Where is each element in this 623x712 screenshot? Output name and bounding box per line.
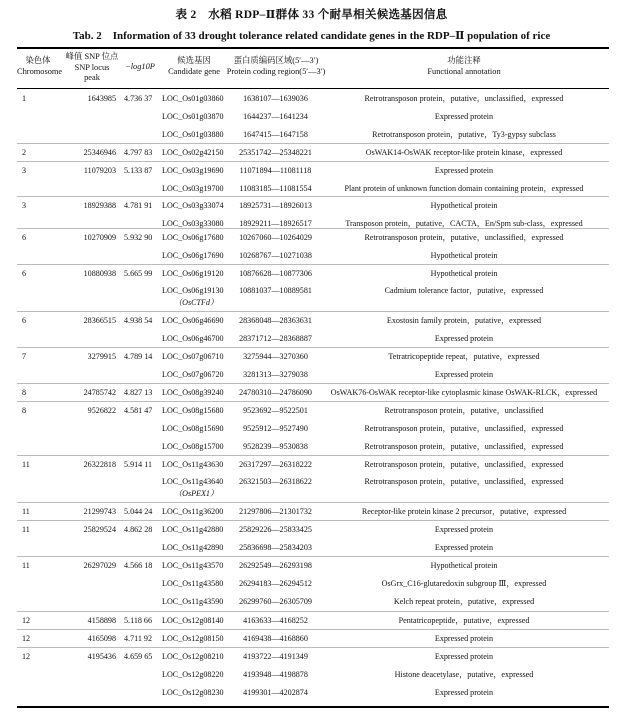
coding-region-cell: 3281313—3279038 [243, 370, 308, 379]
coding-region-cell: 4193722—4191349 [243, 652, 308, 661]
annotation-cell: Hypothetical protein [430, 251, 498, 260]
chromosome-cell: 11 [22, 561, 30, 570]
group-separator [17, 401, 609, 402]
annotation-cell: Expressed protein [434, 112, 494, 121]
table-title-chinese: 表 2 水稻 RDP–Ⅱ群体 33 个耐旱相关候选基因信息 [175, 9, 448, 21]
chromosome-cell: 8 [22, 406, 27, 415]
candidate-gene-cell: LOC_Os02g42150 [162, 148, 224, 157]
logp-cell: 4.781 91 [124, 201, 153, 210]
annotation-cell: Retrotransposon protein，putative，unclassified，expressed [364, 442, 564, 451]
coding-region-cell: 26317297—26318222 [239, 460, 312, 469]
group-separator [17, 629, 609, 630]
annotation-cell: Hypothetical protein [430, 201, 498, 210]
candidate-gene-cell: LOC_Os07g06720 [162, 370, 224, 379]
chromosome-cell: 12 [22, 652, 31, 661]
logp-cell: 4.797 83 [124, 148, 153, 157]
coding-region-cell: 18929211—18926517 [239, 219, 312, 228]
candidate-gene-cell: LOC_Os12g08220 [162, 670, 224, 679]
bottom-rule [17, 706, 609, 708]
candidate-gene-cell: LOC_Os03g19690 [162, 166, 224, 175]
snp-locus-cell: 4195436 [87, 652, 116, 661]
logp-cell: 5.044 24 [124, 507, 153, 516]
candidate-gene-cell: LOC_Os03g19700 [162, 184, 224, 193]
candidate-gene-cell: LOC_Os01g03880 [162, 130, 224, 139]
coding-region-cell: 10881037—10889581 [239, 286, 312, 295]
chromosome-cell: 7 [22, 352, 27, 361]
candidate-gene-cell: LOC_Os12g08230 [162, 688, 224, 697]
header-logp: −log10P [125, 62, 155, 71]
snp-locus-cell: 3279915 [87, 352, 116, 361]
candidate-gene-cell: LOC_Os06g46700 [162, 334, 224, 343]
chromosome-cell: 6 [22, 316, 27, 325]
coding-region-cell: 26299760—26305709 [239, 597, 312, 606]
chromosome-cell: 12 [22, 634, 31, 643]
chromosome-cell: 2 [22, 148, 27, 157]
candidate-gene-cell: LOC_Os01g03870 [162, 112, 224, 121]
annotation-cell: Retrotransposon protein，putative，unclassified [384, 406, 544, 415]
candidate-gene-cell: LOC_Os12g08210 [162, 652, 224, 661]
candidate-gene-cell: LOC_Os12g08150 [162, 634, 224, 643]
snp-locus-cell: 18929388 [83, 201, 116, 210]
candidate-gene-cell: LOC_Os06g19120 [162, 269, 224, 278]
logp-cell: 4.711 92 [124, 634, 153, 643]
annotation-cell: Expressed protein [434, 525, 494, 534]
annotation-cell: Retrotransposon protein，putative，Ty3-gypsy subclass [372, 130, 556, 139]
candidate-gene-cell: LOC_Os11g43570 [162, 561, 224, 570]
logp-cell: 4.938 54 [124, 316, 153, 325]
chromosome-cell: 3 [22, 166, 27, 175]
snp-locus-cell: 25346946 [83, 148, 116, 157]
coding-region-cell: 10267060—10264029 [239, 233, 312, 242]
coding-region-cell: 4199301—4202874 [243, 688, 308, 697]
snp-locus-cell: 26322818 [83, 460, 116, 469]
chromosome-cell: 12 [22, 616, 31, 625]
annotation-cell: Retrotransposon protein，putative，unclassified，expressed [364, 477, 564, 486]
group-separator [17, 311, 609, 312]
coding-region-cell: 24780310—24786090 [239, 388, 312, 397]
candidate-gene-cell: LOC_Os11g42890 [162, 543, 224, 552]
logp-cell: 5.665 99 [124, 269, 153, 278]
annotation-cell: Retrotransposon protein，putative，unclassified，expressed [364, 233, 564, 242]
candidate-gene-cell: LOC_Os08g15680 [162, 406, 224, 415]
header-rule [17, 88, 609, 89]
annotation-cell: Cadmium tolerance factor，putative，expressed [384, 286, 544, 295]
annotation-cell: Expressed protein [434, 652, 494, 661]
coding-region-cell: 10268767—10271038 [239, 251, 312, 260]
annotation-cell: Hypothetical protein [430, 269, 498, 278]
candidate-gene-cell: LOC_Os08g15700 [162, 442, 224, 451]
coding-region-cell: 21297806—21301732 [239, 507, 312, 516]
snp-locus-cell: 25829524 [83, 525, 116, 534]
coding-region-cell: 18925731—18926013 [239, 201, 312, 210]
snp-locus-cell: 1643985 [87, 94, 116, 103]
candidate-gene-cell: LOC_Os03g33080 [162, 219, 224, 228]
coding-region-cell: 4169438—4168860 [243, 634, 308, 643]
candidate-gene-cell: LOC_Os11g43630 [162, 460, 224, 469]
coding-region-cell: 25829226—25833425 [239, 525, 312, 534]
chromosome-cell: 6 [22, 233, 27, 242]
annotation-cell: Pentatricopeptide，putative，expressed [398, 616, 530, 625]
coding-region-cell: 25351742—25348221 [239, 148, 312, 157]
annotation-cell: OsWAK14-OsWAK receptor-like protein kinase，expressed [365, 148, 563, 157]
header-chromosome: 染色体 Chromosome [17, 56, 63, 76]
candidate-gene-cell: LOC_Os11g43580 [162, 579, 224, 588]
coding-region-cell: 25836698—25834203 [239, 543, 312, 552]
snp-locus-cell: 10880938 [83, 269, 116, 278]
candidate-gene-cell: LOC_Os08g39240 [162, 388, 224, 397]
coding-region-cell: 9523692—9522501 [243, 406, 308, 415]
chromosome-cell: 11 [22, 460, 30, 469]
annotation-cell: Transposon protein，putative，CACTA，En/Spm sub-class，expressed [345, 219, 583, 228]
logp-cell: 4.659 65 [124, 652, 153, 661]
group-separator [17, 502, 609, 503]
coding-region-cell: 9528239—9530838 [243, 442, 308, 451]
snp-locus-cell: 26297029 [83, 561, 116, 570]
snp-locus-cell: 4165098 [87, 634, 116, 643]
group-separator [17, 383, 609, 384]
coding-region-cell: 26294183—26294512 [239, 579, 312, 588]
group-separator [17, 647, 609, 648]
annotation-cell: Expressed protein [434, 543, 494, 552]
candidate-gene-cell: LOC_Os11g42880 [162, 525, 224, 534]
annotation-cell: Retrotransposon protein，putative，unclassified，expressed [364, 460, 564, 469]
annotation-cell: Plant protein of unknown function domain containing protein，expressed [344, 184, 584, 193]
chromosome-cell: 11 [22, 507, 30, 516]
snp-locus-cell: 4158898 [87, 616, 116, 625]
candidate-gene-cell: LOC_Os12g08140 [162, 616, 224, 625]
logp-cell: 4.789 14 [124, 352, 153, 361]
candidate-gene-cell: LOC_Os06g17690 [162, 251, 224, 260]
annotation-cell: Expressed protein [434, 688, 494, 697]
annotation-cell: Expressed protein [434, 334, 494, 343]
gene-alias-cell: （OsCTFd） [174, 298, 219, 307]
group-separator [17, 228, 609, 229]
group-separator [17, 196, 609, 197]
candidate-gene-cell: LOC_Os01g03860 [162, 94, 224, 103]
coding-region-cell: 1647415—1647158 [243, 130, 308, 139]
coding-region-cell: 3275944—3270360 [243, 352, 308, 361]
group-separator [17, 143, 609, 144]
candidate-gene-cell: LOC_Os11g36200 [162, 507, 224, 516]
candidate-gene-cell: LOC_Os03g33074 [162, 201, 224, 210]
coding-region-cell: 26321503—26318622 [239, 477, 312, 486]
snp-locus-cell: 21299743 [83, 507, 116, 516]
snp-locus-cell: 28366515 [83, 316, 116, 325]
header-functional-annotation: 功能注释 Functional annotation [427, 56, 501, 76]
group-separator [17, 520, 609, 521]
snp-locus-cell: 24785742 [83, 388, 116, 397]
annotation-cell: Expressed protein [434, 634, 494, 643]
coding-region-cell: 11071894—11081118 [239, 166, 312, 175]
candidate-gene-cell: LOC_Os06g17680 [162, 233, 224, 242]
chromosome-cell: 6 [22, 269, 27, 278]
snp-locus-cell: 10270909 [83, 233, 116, 242]
candidate-gene-cell: LOC_Os06g46690 [162, 316, 224, 325]
coding-region-cell: 28371712—28368887 [239, 334, 312, 343]
candidate-gene-cell: LOC_Os11g43590 [162, 597, 224, 606]
logp-cell: 4.566 18 [124, 561, 153, 570]
chromosome-cell: 3 [22, 201, 27, 210]
group-separator [17, 161, 609, 162]
header-protein-coding-region: 蛋白质编码区域(5′—3′) Protein coding region(5′—3′) [226, 56, 326, 76]
chromosome-cell: 11 [22, 525, 30, 534]
coding-region-cell: 11083185—11081554 [239, 184, 312, 193]
coding-region-cell: 9525912—9527490 [243, 424, 308, 433]
candidate-gene-cell: LOC_Os11g43640 [162, 477, 224, 486]
coding-region-cell: 4193948—4198878 [243, 670, 308, 679]
coding-region-cell: 26292549—26293198 [239, 561, 312, 570]
logp-cell: 4.862 28 [124, 525, 153, 534]
snp-locus-cell: 11079203 [83, 166, 116, 175]
annotation-cell: Expressed protein [434, 370, 494, 379]
group-separator [17, 455, 609, 456]
snp-locus-cell: 9526822 [87, 406, 116, 415]
annotation-cell: Expressed protein [434, 166, 494, 175]
annotation-cell: Retrotransposon protein，putative，unclassified，expressed [364, 94, 564, 103]
header-candidate-gene: 候选基因 Candidate gene [168, 56, 220, 76]
coding-region-cell: 4163633—4168252 [243, 616, 308, 625]
logp-cell: 5.914 11 [124, 460, 153, 469]
annotation-cell: OsWAK76-OsWAK receptor-like cytoplasmic kinase OsWAK-RLCK，expressed [330, 388, 598, 397]
group-separator [17, 611, 609, 612]
annotation-cell: Hypothetical protein [430, 561, 498, 570]
coding-region-cell: 10876628—10877306 [239, 269, 312, 278]
coding-region-cell: 1644237—1641234 [243, 112, 308, 121]
annotation-cell: Exostosin family protein，putative，expressed [386, 316, 542, 325]
logp-cell: 4.827 13 [124, 388, 153, 397]
gene-alias-cell: （OsPEX1） [174, 489, 219, 498]
logp-cell: 5.932 90 [124, 233, 153, 242]
annotation-cell: Histone deacetylase，putative，expressed [394, 670, 534, 679]
top-rule [17, 47, 609, 49]
annotation-cell: Receptor-like protein kinase 2 precursor，putative，expressed [361, 507, 567, 516]
logp-cell: 5.118 66 [124, 616, 153, 625]
group-separator [17, 556, 609, 557]
coding-region-cell: 28368048—28363631 [239, 316, 312, 325]
annotation-cell: Tetratricopeptide repeat，putative，expressed [388, 352, 540, 361]
annotation-cell: OsGrx_C16-glutaredoxin subgroup Ⅲ，expressed [381, 579, 547, 588]
candidate-gene-cell: LOC_Os08g15690 [162, 424, 224, 433]
annotation-cell: Retrotransposon protein，putative，unclassified，expressed [364, 424, 564, 433]
logp-cell: 4.581 47 [124, 406, 153, 415]
chromosome-cell: 8 [22, 388, 27, 397]
candidate-gene-cell: LOC_Os07g06710 [162, 352, 224, 361]
annotation-cell: Kelch repeat protein，putative，expressed [393, 597, 535, 606]
candidate-gene-cell: LOC_Os06g19130 [162, 286, 224, 295]
group-separator [17, 264, 609, 265]
header-snp-locus: 峰值 SNP 位点 SNP locus peak [65, 52, 119, 83]
coding-region-cell: 1638107—1639036 [243, 94, 308, 103]
table-title-english: Tab. 2 Information of 33 drought tolerance related candidate genes in the RDP–Ⅱ population of rice [72, 30, 551, 42]
logp-cell: 4.736 37 [124, 94, 153, 103]
group-separator [17, 347, 609, 348]
logp-cell: 5.133 87 [124, 166, 153, 175]
chromosome-cell: 1 [22, 94, 27, 103]
